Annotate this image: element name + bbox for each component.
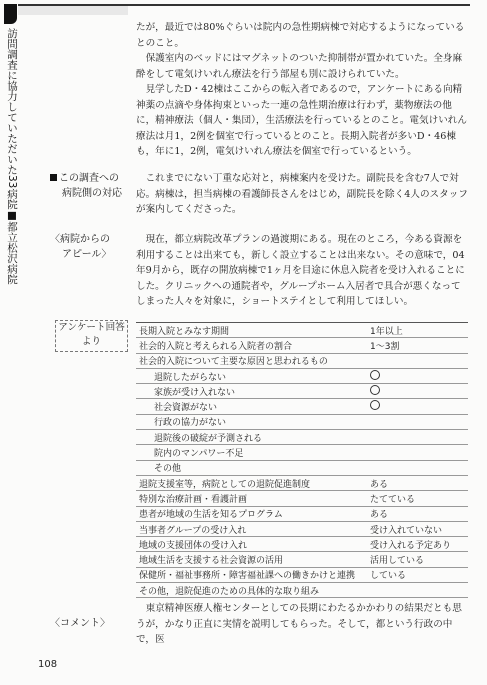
table-row — [136, 583, 468, 598]
survey-answer — [367, 353, 468, 368]
survey-question: 家族が受け入れない — [136, 384, 367, 399]
survey-answer: 1年以上 — [367, 323, 468, 338]
survey-answer: 活用している — [367, 552, 468, 567]
survey-answer — [367, 430, 468, 445]
table-row — [136, 399, 468, 414]
survey-question: 地域の支援団体の受け入れ — [136, 537, 367, 552]
survey-question: 退院したがらない — [136, 368, 367, 383]
table-row — [136, 323, 468, 338]
survey-answer: ある — [367, 506, 468, 521]
survey-answer — [367, 399, 468, 414]
hospital-label-line1: この調査への — [59, 173, 119, 184]
survey-answer — [367, 414, 468, 429]
survey-answer — [367, 384, 468, 399]
table-row — [136, 506, 468, 521]
table-row — [136, 491, 468, 506]
table-row — [136, 368, 468, 383]
survey-question: 社会的入院について主要な原因と思われるもの — [136, 353, 367, 368]
survey-answer: している — [367, 567, 468, 582]
table-row — [136, 445, 468, 460]
circle-mark-icon — [370, 400, 380, 410]
table-row — [136, 353, 468, 368]
survey-question: 特別な治療計画・看護計画 — [136, 491, 367, 506]
survey-question: 保健所・福祉事務所・障害福祉課への働きかけと連携 — [136, 567, 367, 582]
survey-question: 退院後の破綻が予測される — [136, 430, 367, 445]
intro-text — [136, 20, 468, 160]
survey-label-line2: より — [81, 336, 102, 347]
side-tab-text: 訪問調査に協力していただいた33病院■都立松沢病院 — [6, 28, 18, 285]
side-tab-marker — [4, 4, 17, 24]
survey-question: その他 — [136, 460, 367, 475]
table-row — [136, 567, 468, 582]
appeal-para: 現在，都立病院改革プランの過渡期にある。現在のところ，今ある資源を利用することは出来ても，新しく設立することは出来ない。その意味で，04年9月から，既存の開放病棟で1ヶ月を目途に休息入院者を受け入れることにした。クリニックへの通院者や，グループホーム入居者で具合が悪くなってしまった人々を対象に，ショートステイとして利用してほしい。 — [136, 234, 465, 307]
square-bullet-icon — [50, 174, 57, 181]
survey-answer: 受け入れる予定あり — [367, 537, 468, 552]
survey-question: 当事者グループの受け入れ — [136, 521, 367, 536]
comment-para: 東京精神医療人権センターとしての長期にわたるかかわりの結果だとも思うが，かなり正直に実情を説明してもらった。そして，都という行政の中で，医 — [136, 603, 462, 645]
table-row — [136, 552, 468, 567]
survey-label-line1: アンケート回答 — [58, 322, 125, 333]
survey-answer: 1〜3割 — [367, 338, 468, 353]
survey-answer — [367, 583, 468, 598]
table-row — [136, 384, 468, 399]
intro-para-2: 保護室内のベッドにはマグネットのついた抑制帯が置かれていた。全身麻酔をして電気けいれん療法を行う部屋も別に設けられていた。 — [136, 53, 463, 80]
table-row — [136, 460, 468, 475]
survey-answer — [367, 368, 468, 383]
page-number: 108 — [38, 659, 58, 670]
hospital-response-label — [50, 171, 122, 201]
hospital-response-text — [136, 171, 468, 218]
circle-mark-icon — [370, 370, 380, 380]
survey-question: その他，退院促進のための具体的な取り組み — [136, 583, 367, 598]
table-row — [136, 521, 468, 536]
table-row — [136, 414, 468, 429]
table-row — [136, 537, 468, 552]
comment-text — [136, 601, 468, 648]
comment-label: 〈コメント〉 — [50, 618, 110, 629]
intro-para-1: たが，最近では80%ぐらいは院内の急性期病棟で対応するようになっているとのこと。 — [136, 22, 465, 49]
survey-question: 社会的入院と考えられる入院者の割合 — [136, 338, 367, 353]
survey-question: 社会資源がない — [136, 399, 367, 414]
header-rule — [18, 4, 470, 6]
hospital-response-para: これまでにない丁重な応対と，病棟案内を受けた。副院長を含む7人で対応。病棟は，担当病棟の看護師長さんをはじめ，副院長を除く4人のスタッフが案内してくださった。 — [136, 173, 468, 215]
survey-label-box — [55, 320, 128, 352]
table-row — [136, 430, 468, 445]
survey-question: 行政の協力がない — [136, 414, 367, 429]
survey-question: 患者が地域の生活を知るプログラム — [136, 506, 367, 521]
survey-question: 長期入院とみなす期間 — [136, 323, 367, 338]
appeal-text — [136, 232, 468, 310]
survey-answer: ある — [367, 475, 468, 490]
survey-table — [136, 322, 468, 598]
side-tab — [4, 4, 17, 322]
appeal-label-line2: アピール〉 — [62, 249, 112, 260]
survey-answer: たてている — [367, 491, 468, 506]
survey-question: 院内のマンパワー不足 — [136, 445, 367, 460]
hospital-label-line2: 病院側の対応 — [62, 188, 122, 199]
circle-mark-icon — [370, 385, 380, 395]
survey-question: 地域生活を支援する社会資源の活用 — [136, 552, 367, 567]
survey-answer — [367, 445, 468, 460]
survey-question: 退院支援室等，病院としての退院促進制度 — [136, 475, 367, 490]
table-row — [136, 475, 468, 490]
table-row — [136, 338, 468, 353]
survey-answer: 受け入れていない — [367, 521, 468, 536]
appeal-label-line1: 〈病院からの — [50, 234, 110, 245]
intro-para-3: 見学したD・42棟はここからの転入者であるので，アンケートにある向精神薬の点滴や身体拘束といった一連の急性期治療は行わず，薬物療法の他に，精神療法（個人・集団），生活療法を行っているとのこと。電気けいれん療法は月1，2例を個室で行っているとのこと。長期入院者が多いD・46棟も，年に1，2例，電気けいれん療法を個室で行っているという。 — [136, 84, 467, 157]
appeal-label — [50, 232, 111, 262]
survey-answer — [367, 460, 468, 475]
